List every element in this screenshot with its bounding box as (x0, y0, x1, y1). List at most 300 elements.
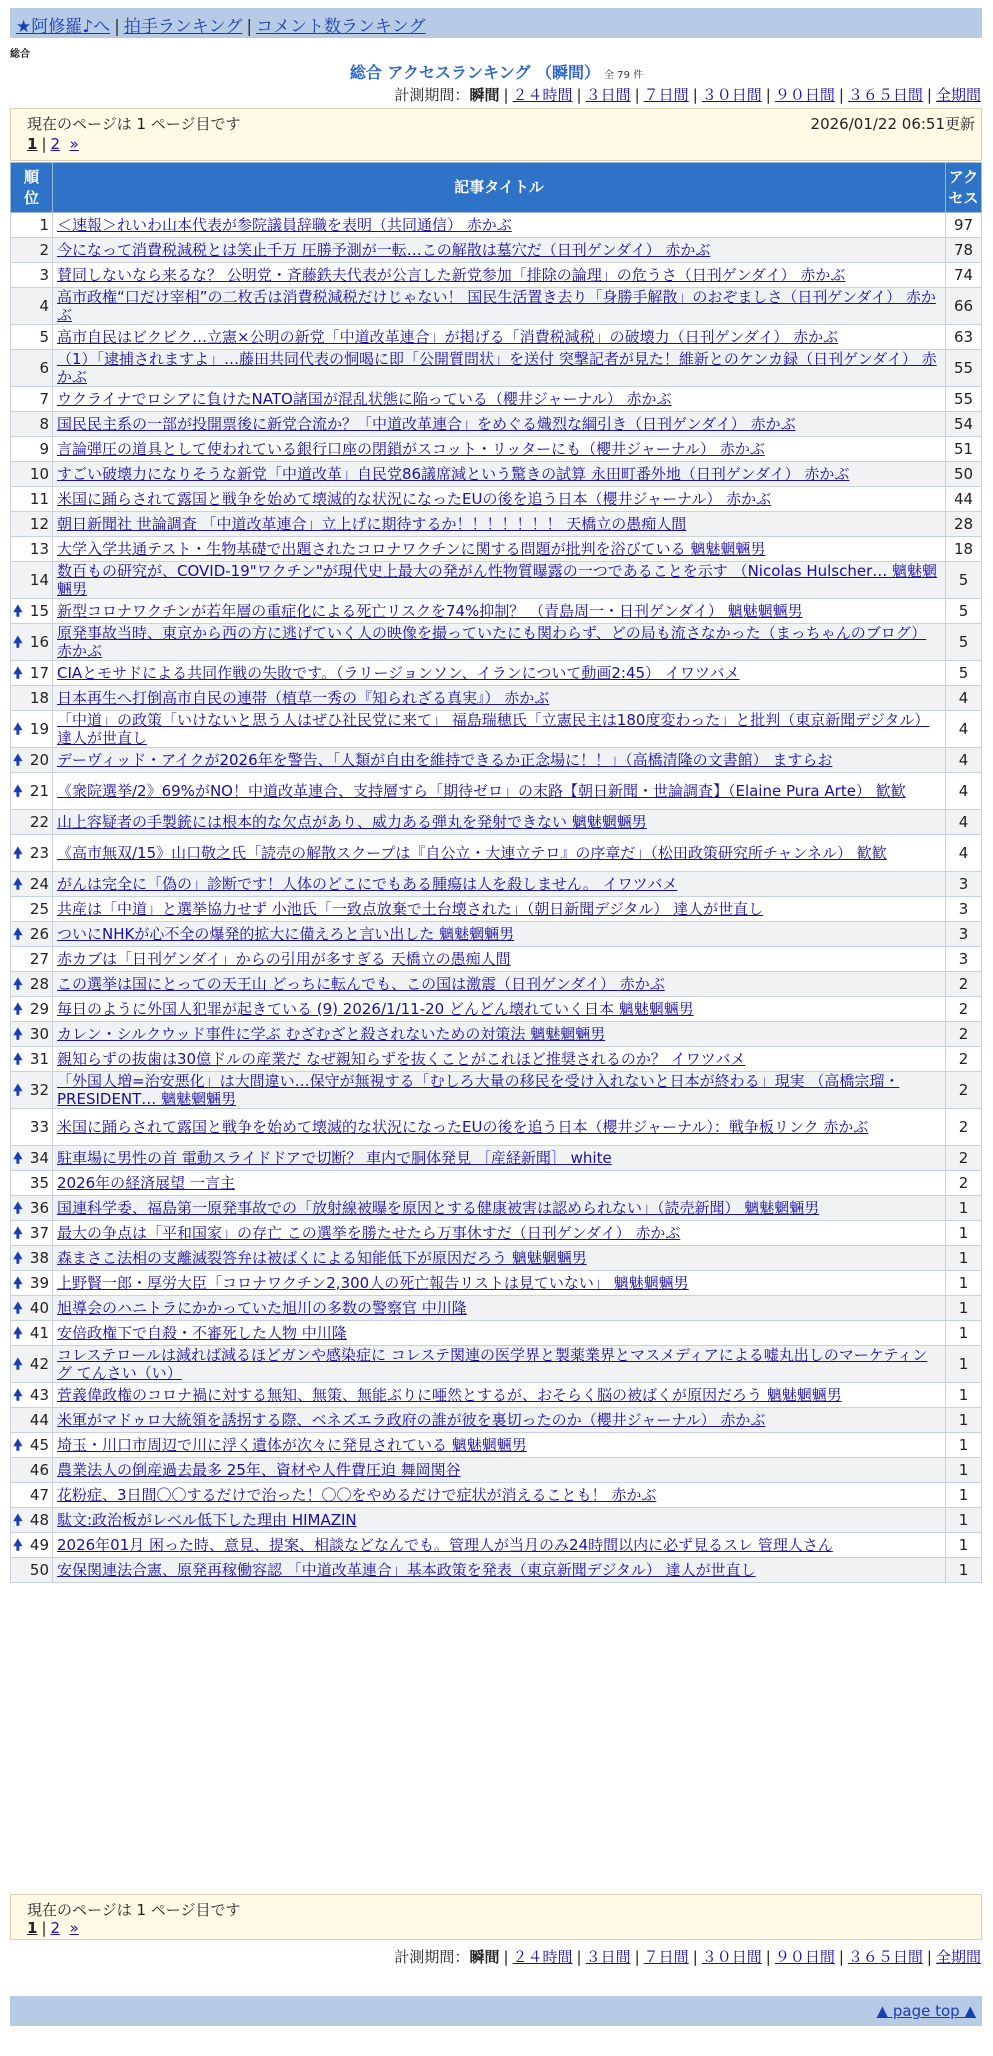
top-nav-bar (10, 8, 982, 38)
access-count: 1 (946, 1346, 982, 1383)
article-link[interactable]: CIAとモサドによる共同作戦の失敗です。（ラリージョンソン、イランについて動画2:45） イワツバメ (57, 664, 740, 682)
period-link[interactable]: ９０日間 (774, 1948, 835, 1966)
rank-cell (11, 1558, 53, 1583)
article-link[interactable]: 米国に踊らされて露国と戦争を始めて壊滅的な状況になったEUの後を追う日本（櫻井ジャーナル） 赤かぶ (57, 490, 772, 508)
article-link[interactable]: 大学入学共通テスト・生物基礎で出題されたコロナワクチンに関する問題が批判を浴びている 魑魅魍魎男 (57, 540, 766, 558)
article-link[interactable]: 高市自民はビクビク…立憲×公明の新党「中道改革連合」が掲げる「消費税減税」の破壊力（日刊ゲンダイ） 赤かぶ (57, 328, 839, 346)
article-link[interactable]: がんは完全に「偽の」診断です！人体のどこにでもある腫瘍は人を殺しません。 イワツバメ (57, 875, 678, 893)
separator: | (503, 1948, 509, 1966)
rank-cell (11, 1221, 53, 1246)
article-link[interactable]: 2026年01月 困った時、意見、提案、相談などなんでも。管理人が当月のみ24時間以内に必ず見るスレ 管理人さん (57, 1536, 833, 1554)
article-link[interactable]: 新型コロナワクチンが若年層の重症化による死亡リスクを74%抑制？ （青島周一・日刊ゲンダイ） 魑魅魍魎男 (57, 602, 803, 620)
rank-cell (11, 810, 53, 835)
period-label: 計測期間： (394, 1948, 470, 1966)
access-count: 2 (946, 1047, 982, 1072)
rank-number: 13 (29, 540, 49, 558)
rank-cell (11, 997, 53, 1022)
article-link[interactable]: 駄文:政治板がレベル低下した理由 HIMAZIN (57, 1511, 357, 1529)
rank-number: 43 (29, 1386, 49, 1404)
title-cell (53, 263, 946, 288)
up-arrow-icon: 🠝 (13, 844, 23, 862)
rank-cell (11, 1321, 53, 1346)
article-link[interactable]: 埼玉・川口市周辺で川に浮く遺体が次々に発見されている 魑魅魍魎男 (57, 1436, 527, 1454)
separator: | (692, 1948, 698, 1966)
rank-number: 49 (29, 1536, 49, 1554)
rank-number: 44 (29, 1411, 49, 1429)
rank-number: 50 (29, 1561, 49, 1579)
separator: | (41, 135, 47, 153)
rank-number: 11 (29, 490, 49, 508)
rank-number: 20 (29, 751, 49, 769)
access-count: 2 (946, 1072, 982, 1109)
category-label: 総合 (10, 49, 30, 60)
table-row (11, 1246, 982, 1271)
title-cell (53, 238, 946, 263)
article-link[interactable]: 数百もの研究が、COVID-19"ワクチン"が現代史上最大の発がん性物質曝露の一つであることを示す （Nicolas Hulscher… 魑魅魍魎男 (57, 562, 938, 598)
current-page: 1 (27, 1919, 38, 1937)
rank-number: 45 (29, 1436, 49, 1454)
rank-cell (11, 512, 53, 537)
access-count: 5 (946, 661, 982, 686)
title-cell (53, 972, 946, 997)
period-link[interactable]: ３０日間 (701, 86, 762, 104)
table-row (11, 263, 982, 288)
up-arrow-icon: 🠝 (13, 1324, 23, 1342)
rank-cell (11, 238, 53, 263)
page-2-link[interactable]: 2 (50, 1919, 61, 1937)
pager (27, 135, 79, 153)
access-count: 54 (946, 412, 982, 437)
table-row (11, 238, 982, 263)
title-cell (53, 1296, 946, 1321)
current-page: 1 (27, 135, 38, 153)
access-count: 2 (946, 997, 982, 1022)
rank-cell (11, 1508, 53, 1533)
table-row (11, 972, 982, 997)
access-count: 66 (946, 288, 982, 325)
title-cell (53, 213, 946, 238)
rank-number: 3 (39, 266, 49, 284)
up-arrow-icon: 🠝 (13, 925, 23, 943)
title-cell (53, 947, 946, 972)
article-link[interactable]: 旭導会のハニトラにかかっていた旭川の多数の警察官 中川隆 (57, 1299, 467, 1317)
up-arrow-icon: 🠝 (13, 1536, 23, 1554)
rank-number: 38 (29, 1249, 49, 1267)
rank-number: 41 (29, 1324, 49, 1342)
access-count: 4 (946, 810, 982, 835)
table-row (11, 1221, 982, 1246)
rank-number: 32 (29, 1081, 49, 1099)
access-count: 2 (946, 1109, 982, 1146)
title-cell (53, 1483, 946, 1508)
table-row (11, 1109, 982, 1146)
access-count: 28 (946, 512, 982, 537)
title-cell (53, 462, 946, 487)
rank-number: 9 (39, 440, 49, 458)
article-link[interactable]: 共産は「中道」と選挙協力せず 小池氏「一致点放棄で土台壊された」（朝日新聞デジタル） 達人が世直し (57, 900, 764, 918)
clap-ranking-link[interactable]: 拍手ランキング (123, 17, 243, 37)
period-link[interactable]: ３日間 (585, 86, 631, 104)
up-arrow-icon: 🠝 (13, 1274, 23, 1292)
article-link[interactable]: コレステロールは減れば減るほどガンや感染症に コレステ関連の医学界と製薬業界とマスメディアによる嘘丸出しのマーケティング てんさい（い） (57, 1346, 928, 1382)
article-link[interactable]: 森まさこ法相の支離滅裂答弁は被ばくによる知能低下が原因だろう 魑魅魍魎男 (57, 1249, 587, 1267)
paging-box-bottom (10, 1894, 982, 1940)
title-cell (53, 1533, 946, 1558)
table-row (11, 1458, 982, 1483)
article-link[interactable]: 《衆院選挙/2》69%がNO！中道改革連合、支持層すら「期待ゼロ」の末路【朝日新聞・世論調査】（Elaine Pura Arte） 歓歓 (57, 782, 906, 800)
title-cell (53, 661, 946, 686)
rank-number: 42 (29, 1355, 49, 1373)
title-cell (53, 537, 946, 562)
rank-number: 31 (29, 1050, 49, 1068)
period-link[interactable]: ３６５日間 (847, 86, 923, 104)
up-arrow-icon: 🠝 (13, 1436, 23, 1454)
rank-cell (11, 897, 53, 922)
article-link[interactable]: 上野賢一郎・厚労大臣「コロナワクチン2,300人の死亡報告リストは見ていない」 魑魅魍魎男 (57, 1274, 689, 1292)
rank-number: 1 (39, 216, 49, 234)
rank-cell (11, 1022, 53, 1047)
rank-number: 36 (29, 1199, 49, 1217)
rank-cell (11, 1246, 53, 1271)
access-count: 55 (946, 350, 982, 387)
table-header-row (11, 163, 982, 213)
article-link[interactable]: 国連科学委、福島第一原発事故での「放射線被曝を原因とする健康被害は認められない」（読売新聞） 魑魅魍魎男 (57, 1199, 820, 1217)
title-cell (53, 1383, 946, 1408)
period-link[interactable]: ９０日間 (774, 86, 835, 104)
rank-cell (11, 773, 53, 810)
rank-number: 5 (39, 328, 49, 346)
article-link[interactable]: カレン・シルクウッド事件に学ぶ むざむざと殺されないための対策法 魑魅魍魎男 (57, 1025, 606, 1043)
separator: | (41, 1919, 47, 1937)
period-link[interactable]: 全期間 (935, 86, 981, 104)
title-cell (53, 1221, 946, 1246)
period-link[interactable]: ２４時間 (512, 1948, 573, 1966)
article-link[interactable]: 農業法人の倒産過去最多 25年、資材や人件費圧迫 舞岡関谷 (57, 1461, 461, 1479)
rank-cell (11, 1346, 53, 1383)
period-selector-top (394, 84, 981, 105)
up-arrow-icon: 🠝 (13, 1224, 23, 1242)
access-count: 3 (946, 897, 982, 922)
title-cell (53, 897, 946, 922)
separator: | (634, 86, 640, 104)
article-link[interactable]: 《高市無双/15》山口敬之氏「読売の解散スクープは『自公立・大連立テロ』の序章だ」（松田政策研究所チャンネル） 歓歓 (57, 844, 887, 862)
title-cell (53, 922, 946, 947)
rank-cell (11, 599, 53, 624)
rank-number: 39 (29, 1274, 49, 1292)
up-arrow-icon: 🠝 (13, 1050, 23, 1068)
article-link[interactable]: 毎日のように外国人犯罪が起きている (9) 2026/1/11-20 どんどん壊れていく日本 魑魅魍魎男 (57, 1000, 694, 1018)
period-label: 計測期間： (394, 86, 470, 104)
separator: | (765, 1948, 771, 1966)
up-arrow-icon: 🠝 (13, 875, 23, 893)
rank-cell (11, 1433, 53, 1458)
access-count: 4 (946, 748, 982, 773)
rank-cell (11, 387, 53, 412)
rank-cell (11, 1109, 53, 1146)
access-count: 1 (946, 1196, 982, 1221)
up-arrow-icon: 🠝 (13, 664, 23, 682)
article-link[interactable]: 日本再生へ打倒高市自民の連帯（植草一秀の『知られざる真実』） 赤かぶ (57, 689, 550, 707)
table-row (11, 1558, 982, 1583)
access-count: 50 (946, 462, 982, 487)
period-link[interactable]: ３日間 (585, 1948, 631, 1966)
period-link[interactable]: ７日間 (643, 86, 689, 104)
title-cell (53, 1433, 946, 1458)
article-link[interactable]: （1）「逮捕されますよ」…藤田共同代表の恫喝に即「公開質問状」を送付 突撃記者が見た！維新とのケンカ録（日刊ゲンダイ） 赤かぶ (57, 350, 937, 386)
title-cell (53, 1246, 946, 1271)
rank-header: 順位 (11, 163, 53, 213)
title-cell (53, 773, 946, 810)
rank-cell (11, 462, 53, 487)
access-count: 1 (946, 1296, 982, 1321)
rank-number: 21 (29, 782, 49, 800)
rank-number: 14 (29, 571, 49, 589)
access-count: 51 (946, 437, 982, 462)
title-cell (53, 1508, 946, 1533)
table-row (11, 350, 982, 387)
access-count: 2 (946, 1146, 982, 1171)
article-link[interactable]: すごい破壊力になりそうな新党「中道改革」自民党86議席減という驚きの試算 永田町番外地（日刊ゲンダイ） 赤かぶ (57, 465, 850, 483)
access-count: 44 (946, 487, 982, 512)
title-cell (53, 1109, 946, 1146)
table-row (11, 537, 982, 562)
title-cell (53, 1558, 946, 1583)
article-link[interactable]: 2026年の経済展望 一言主 (57, 1174, 235, 1192)
period-links (499, 86, 981, 104)
access-count: 1 (946, 1533, 982, 1558)
table-row (11, 562, 982, 599)
access-count: 1 (946, 1321, 982, 1346)
period-link[interactable]: ７日間 (643, 1948, 689, 1966)
period-link[interactable]: ３６５日間 (847, 1948, 923, 1966)
article-link[interactable]: 花粉症、3日間〇〇するだけで治った！〇〇をやめるだけで症状が消えることも！ 赤かぶ (57, 1486, 657, 1504)
ranking-title: 総合 アクセスランキング （瞬間） (349, 63, 601, 82)
article-link[interactable]: ウクライナでロシアに負けたNATO諸国が混乱状態に陥っている（櫻井ジャーナル） 赤かぶ (57, 390, 672, 408)
access-count: 18 (946, 537, 982, 562)
article-link[interactable]: 賛同しないなら来るな？ 公明党・斉藤鉄夫代表が公言した新党参加「排除の論理」の危うさ（日刊ゲンダイ） 赤かぶ (57, 266, 846, 284)
access-count: 1 (946, 1433, 982, 1458)
table-row (11, 872, 982, 897)
up-arrow-icon: 🠝 (13, 1511, 23, 1529)
period-link[interactable]: 全期間 (935, 1948, 981, 1966)
title-cell (53, 711, 946, 748)
title-cell (53, 1346, 946, 1383)
period-link[interactable]: ３０日間 (701, 1948, 762, 1966)
table-row (11, 835, 982, 872)
rank-cell (11, 1196, 53, 1221)
rank-number: 19 (29, 720, 49, 738)
access-count: 2 (946, 972, 982, 997)
rank-number: 24 (29, 875, 49, 893)
access-count: 1 (946, 1383, 982, 1408)
bottom-bar (10, 1996, 982, 2026)
article-link[interactable]: ついにNHKが心不全の爆発的拡大に備えろと言い出した 魑魅魍魎男 (57, 925, 515, 943)
rank-number: 18 (29, 689, 49, 707)
article-link[interactable]: 赤カブは「日刊ゲンダイ」からの引用が多すぎる 天橋立の愚痴人間 (57, 950, 511, 968)
table-row (11, 947, 982, 972)
table-row (11, 1171, 982, 1196)
table-row (11, 1433, 982, 1458)
rank-number: 8 (39, 415, 49, 433)
table-row (11, 387, 982, 412)
table-row (11, 437, 982, 462)
pager (27, 1919, 79, 1937)
rank-number: 23 (29, 844, 49, 862)
rank-number: 48 (29, 1511, 49, 1529)
next-page-link[interactable]: » (69, 1919, 79, 1937)
title-cell (53, 1146, 946, 1171)
rank-number: 16 (29, 633, 49, 651)
page-top-link[interactable]: ▲ page top ▲ (876, 2002, 976, 2020)
up-arrow-icon: 🠝 (13, 1249, 23, 1267)
separator: | (503, 86, 509, 104)
table-row (11, 773, 982, 810)
access-count: 1 (946, 1408, 982, 1433)
rank-number: 29 (29, 1000, 49, 1018)
table-row (11, 1047, 982, 1072)
separator: | (838, 1948, 844, 1966)
period-selector-bottom (394, 1946, 981, 1967)
title-cell (53, 810, 946, 835)
rank-number: 37 (29, 1224, 49, 1242)
rank-cell (11, 1047, 53, 1072)
title-cell (53, 872, 946, 897)
rank-cell (11, 537, 53, 562)
up-arrow-icon: 🠝 (13, 1386, 23, 1404)
article-link[interactable]: 米国に踊らされて露国と戦争を始めて壊滅的な状況になったEUの後を追う日本（櫻井ジャーナル）：戦争板リンク 赤かぶ (57, 1118, 869, 1136)
title-cell (53, 412, 946, 437)
article-link[interactable]: 「中道」の政策「いけないと思う人はぜひ社民党に来て」 福島瑞穂氏「立憲民主は180度変わった」と批判（東京新聞デジタル） 達人が世直し (57, 711, 930, 747)
rank-cell (11, 661, 53, 686)
rank-cell (11, 1533, 53, 1558)
access-count: 3 (946, 872, 982, 897)
article-link[interactable]: 最大の争点は「平和国家」の存亡 この選挙を勝たせたら万事休すだ（日刊ゲンダイ） 赤かぶ (57, 1224, 681, 1242)
up-arrow-icon: 🠝 (13, 751, 23, 769)
rank-number: 27 (29, 950, 49, 968)
access-count: 1 (946, 1271, 982, 1296)
article-link[interactable]: 原発事故当時、東京から西の方に逃げていく人の映像を撮っていたにも関わらず、どの局も流さなかった（まっちゃんのブログ） 赤かぶ (57, 624, 927, 660)
ranking-table (10, 162, 982, 1583)
up-arrow-icon: 🠝 (13, 1025, 23, 1043)
rank-number: 46 (29, 1461, 49, 1479)
next-page-link[interactable]: » (69, 135, 79, 153)
access-count: 4 (946, 773, 982, 810)
article-link[interactable]: この選挙は国にとっての天王山 どっちに転んでも、この国は激震（日刊ゲンダイ） 赤かぶ (57, 975, 665, 993)
table-row (11, 1296, 982, 1321)
title-cell (53, 1196, 946, 1221)
comment-ranking-link[interactable]: コメント数ランキング (256, 17, 426, 37)
table-row (11, 810, 982, 835)
article-link[interactable]: 安保関連法合憲、原発再稼働容認 「中道改革連合」基本政策を発表（東京新聞デジタル） 達人が世直し (57, 1561, 756, 1579)
article-link[interactable]: 菅義偉政権のコロナ禍に対する無知、無策、無能ぶりに唖然とするが、おそらく脳の被ばくが原因だろう 魑魅魍魎男 (57, 1386, 842, 1404)
article-link[interactable]: 朝日新聞社 世論調査 「中道改革連合」立上げに期待するか！！！！！！！ 天橋立の愚痴人間 (57, 515, 687, 533)
article-link[interactable]: 国民民主系の一部が投開票後に新党合流か？「中道改革連合」をめぐる熾烈な綱引き（日刊ゲンダイ） 赤かぶ (57, 415, 796, 433)
rank-number: 40 (29, 1299, 49, 1317)
article-link[interactable]: ＜速報＞れいわ山本代表が参院議員辞職を表明（共同通信） 赤かぶ (57, 216, 512, 234)
up-arrow-icon: 🠝 (13, 720, 23, 738)
title-cell (53, 1171, 946, 1196)
title-cell (53, 512, 946, 537)
rank-cell (11, 1072, 53, 1109)
separator: | (926, 1948, 932, 1966)
article-link[interactable]: 安倍政権下で自殺・不審死した人物 中川隆 (57, 1324, 347, 1342)
access-count: 4 (946, 835, 982, 872)
rank-cell (11, 288, 53, 325)
article-link[interactable]: 今になって消費税減税とは笑止千万 圧勝予測が一転…この解散は墓穴だ（日刊ゲンダイ） 赤かぶ (57, 241, 711, 259)
rank-cell (11, 686, 53, 711)
access-count: 1 (946, 1558, 982, 1583)
access-count: 1 (946, 1458, 982, 1483)
rank-cell (11, 325, 53, 350)
access-count: 55 (946, 387, 982, 412)
access-count: 78 (946, 238, 982, 263)
title-cell (53, 350, 946, 387)
rank-cell (11, 1458, 53, 1483)
table-row (11, 1271, 982, 1296)
separator: | (926, 86, 932, 104)
table-row (11, 1022, 982, 1047)
updated-time: 2026/01/22 06:51更新 (810, 115, 975, 133)
table-row (11, 661, 982, 686)
up-arrow-icon: 🠝 (13, 1199, 23, 1217)
access-count: 1 (946, 1483, 982, 1508)
up-arrow-icon: 🠝 (13, 1081, 23, 1099)
article-link[interactable]: 親知らずの抜歯は30億ドルの産業だ なぜ親知らずを抜くことがこれほど推奨されるのか？ イワツバメ (57, 1050, 746, 1068)
article-link[interactable]: 山上容疑者の手製銃には根本的な欠点があり、威力ある弾丸を発射できない 魑魅魍魎男 (57, 813, 647, 831)
up-arrow-icon: 🠝 (13, 1000, 23, 1018)
access-count: 2 (946, 1171, 982, 1196)
period-link[interactable]: ２４時間 (512, 86, 573, 104)
article-link[interactable]: デーヴィッド・アイクが2026年を警告、「人類が自由を維持できるか正念場に！！」（高橋清隆の文書館） ますらお (57, 751, 833, 769)
table-row (11, 512, 982, 537)
access-count: 3 (946, 947, 982, 972)
table-row (11, 1383, 982, 1408)
separator: | (246, 17, 253, 37)
rank-number: 7 (39, 390, 49, 408)
article-link[interactable]: 「外国人増=治安悪化」は大間違い…保守が無視する「むしろ大量の移民を受け入れないと日本が終わる」現実 （高橋宗瑠・PRESIDENT… 魑魅魍魎男 (57, 1072, 900, 1108)
article-link[interactable]: 駐車場に男性の首 電動スライドドアで切断？ 車内で胴体発見 ［産経新聞］ white (57, 1149, 612, 1167)
access-count: 5 (946, 599, 982, 624)
table-row (11, 748, 982, 773)
page-2-link[interactable]: 2 (50, 135, 61, 153)
period-current: 瞬間 (469, 1948, 500, 1966)
separator: | (576, 1948, 582, 1966)
rank-cell (11, 1146, 53, 1171)
rank-cell (11, 922, 53, 947)
rank-cell (11, 624, 53, 661)
rank-number: 12 (29, 515, 49, 533)
article-link[interactable]: 米軍がマドゥロ大統領を誘拐する際、ベネズエラ政府の誰が彼を裏切ったのか（櫻井ジャーナル） 赤かぶ (57, 1411, 766, 1429)
rank-number: 4 (39, 297, 49, 315)
table-row (11, 1408, 982, 1433)
title-cell (53, 325, 946, 350)
title-cell (53, 1458, 946, 1483)
table-row (11, 1321, 982, 1346)
table-row (11, 624, 982, 661)
title-cell (53, 487, 946, 512)
home-link[interactable]: ★阿修羅♪へ (16, 17, 111, 37)
page-info: 現在のページは 1 ページ目です (27, 115, 241, 133)
article-link[interactable]: 言論弾圧の道具として使われている銀行口座の閉鎖がスコット・リッターにも（櫻井ジャーナル） 赤かぶ (57, 440, 765, 458)
table-row (11, 1483, 982, 1508)
article-link[interactable]: 高市政権“口だけ宰相”の二枚舌は消費税減税だけじゃない！ 国民生活置き去り「身勝手解散」のおぞましさ（日刊ゲンダイ） 赤かぶ (57, 288, 936, 324)
rank-cell (11, 1408, 53, 1433)
up-arrow-icon: 🠝 (13, 1149, 23, 1167)
rank-cell (11, 711, 53, 748)
title-cell (53, 835, 946, 872)
rank-cell (11, 1483, 53, 1508)
title-cell (53, 1408, 946, 1433)
